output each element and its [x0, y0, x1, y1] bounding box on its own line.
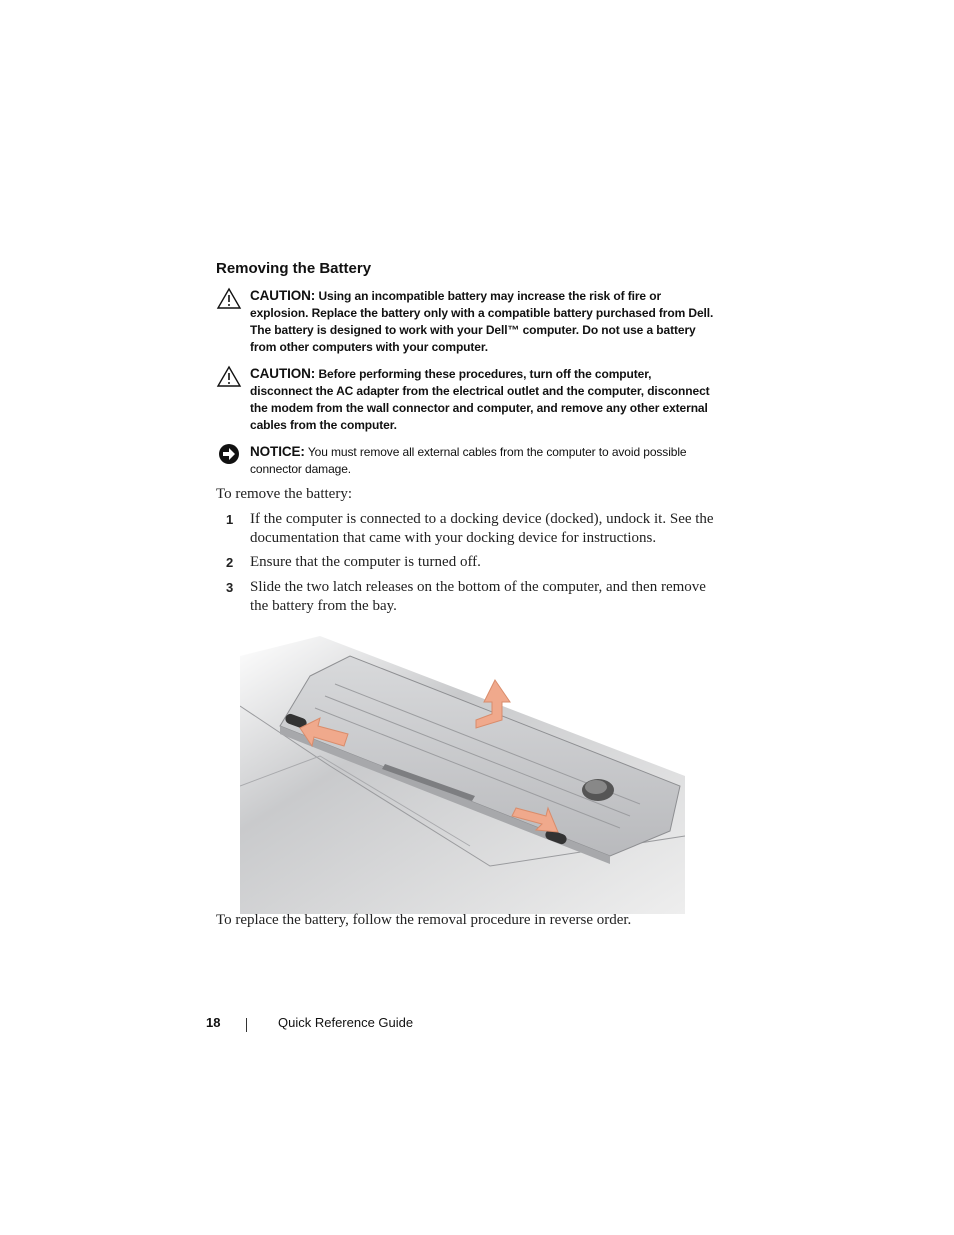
section-heading: Removing the Battery [216, 260, 372, 277]
caution-text [250, 365, 716, 434]
note-keyword: CAUTION: [250, 366, 316, 381]
step-item [216, 510, 716, 548]
caution-note [216, 365, 716, 434]
notice-text [250, 443, 716, 478]
note-keyword: NOTICE: [250, 444, 305, 459]
intro-text: To remove the battery: [216, 486, 352, 502]
caution-triangle-icon [216, 287, 242, 311]
note-keyword: CAUTION: [250, 288, 316, 303]
notice-note [216, 443, 716, 478]
battery-removal-illustration [240, 636, 685, 914]
note-body: Before performing these procedures, turn off the computer, disconnect the AC adapter from the electrical outlet and the computer, disconnect the modem from the wall connector and computer, and remove any other external cables from the computer. [250, 367, 710, 432]
step-text: Ensure that the computer is turned off. [250, 554, 481, 570]
footer-title: Quick Reference Guide [278, 1015, 414, 1030]
note-body: You must remove all external cables from the computer to avoid possible connector damage. [250, 445, 687, 476]
step-item [216, 553, 716, 572]
caution-triangle-icon [216, 365, 242, 389]
caution-note [216, 287, 716, 356]
outro-text: To replace the battery, follow the removal procedure in reverse order. [216, 912, 632, 928]
step-number: 2 [226, 555, 234, 570]
caution-text [250, 287, 716, 356]
step-text: If the computer is connected to a docking device (docked), undock it. See the documentation that came with your docking device for instructions. [250, 511, 714, 546]
step-number: 1 [226, 512, 234, 527]
notice-arrow-icon [216, 443, 242, 467]
footer-divider [246, 1018, 247, 1032]
step-item [216, 578, 716, 616]
step-text: Slide the two latch releases on the bottom of the computer, and then remove the battery from the bay. [250, 579, 706, 614]
note-body: Using an incompatible battery may increase the risk of fire or explosion. Replace the battery only with a compatible battery purchased from Dell. The battery is designed to work with your Dell™ computer. Do not use a battery from other computers with your computer. [250, 289, 714, 354]
page-number: 18 [206, 1015, 221, 1030]
step-number: 3 [226, 580, 234, 595]
